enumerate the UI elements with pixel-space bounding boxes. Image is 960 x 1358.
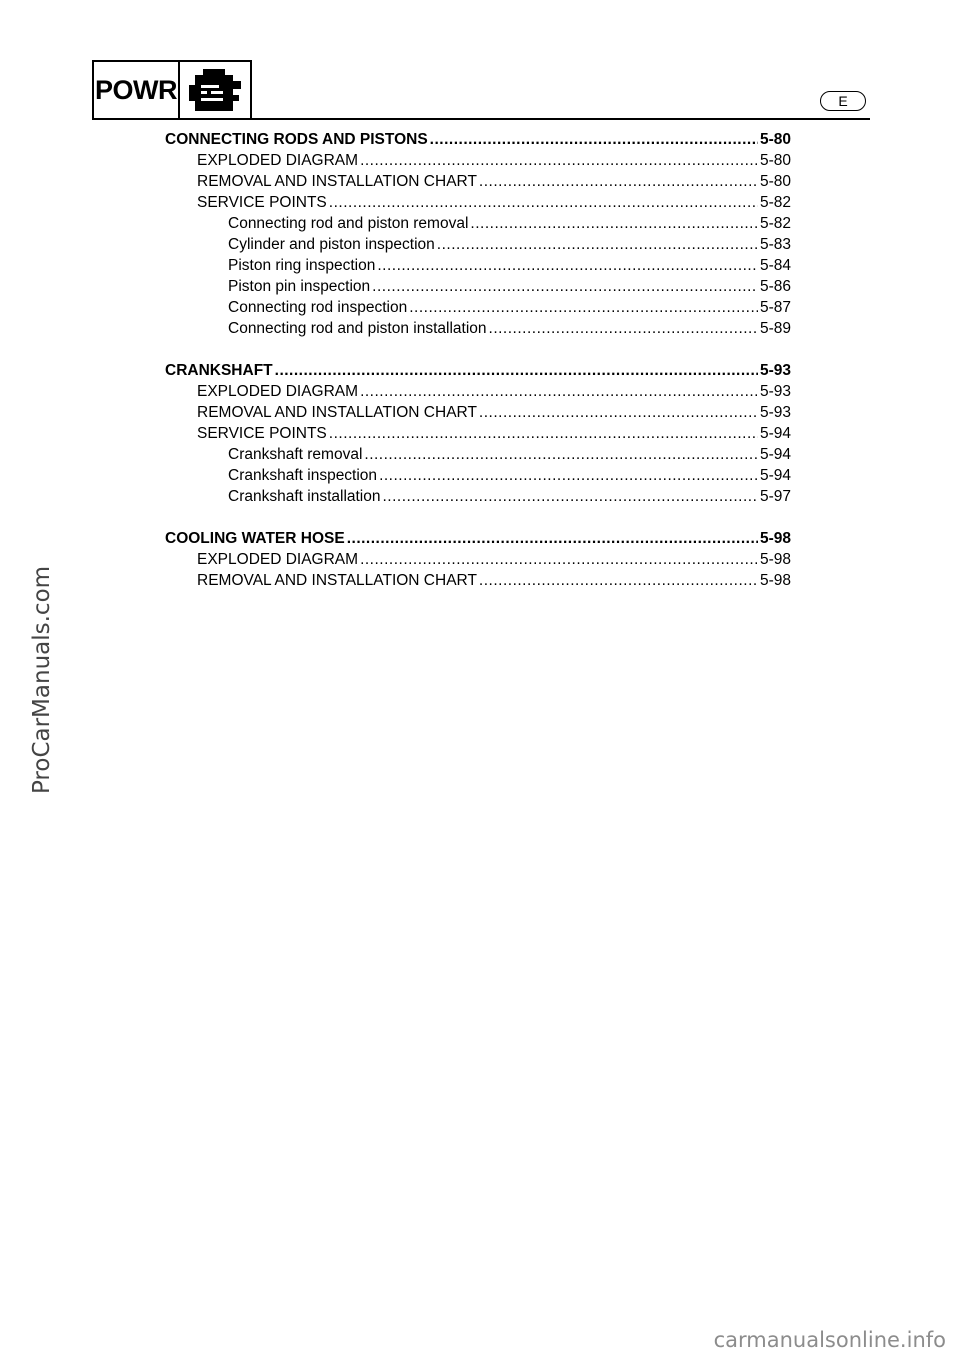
toc-entry-exploded-diagram[interactable]: EXPLODED DIAGRAM ..... 5-98 — [165, 551, 791, 572]
header-rule — [252, 118, 870, 120]
toc-entry-rod-piston-removal[interactable]: Connecting rod and piston removal ..... 5-82 — [165, 215, 791, 236]
toc-entry-cooling-water-hose[interactable]: COOLING WATER HOSE ..... 5-98 — [165, 530, 791, 551]
table-of-contents — [165, 131, 791, 614]
toc-entry-connecting-rods-and-pistons[interactable]: CONNECTING RODS AND PISTONS ..... 5-80 — [165, 131, 791, 152]
toc-entry-removal-installation-chart[interactable]: REMOVAL AND INSTALLATION CHART ..... 5-80 — [165, 173, 791, 194]
toc-section — [165, 530, 791, 593]
toc-entry-crankshaft-removal[interactable]: Crankshaft removal ..... 5-94 — [165, 446, 791, 467]
toc-entry-service-points[interactable]: SERVICE POINTS ..... 5-94 — [165, 425, 791, 446]
side-watermark: ProCarManuals.com — [29, 565, 55, 795]
toc-section — [165, 362, 791, 509]
toc-entry-piston-pin-inspection[interactable]: Piston pin inspection ..... 5-86 — [165, 278, 791, 299]
toc-entry-crankshaft-inspection[interactable]: Crankshaft inspection ..... 5-94 — [165, 467, 791, 488]
toc-entry-exploded-diagram[interactable]: EXPLODED DIAGRAM ..... 5-93 — [165, 383, 791, 404]
toc-entry-rod-piston-installation[interactable]: Connecting rod and piston installation ..... 5-89 — [165, 320, 791, 341]
chapter-badge — [92, 60, 252, 120]
toc-entry-crankshaft[interactable]: CRANKSHAFT ..... 5-93 — [165, 362, 791, 383]
toc-entry-removal-installation-chart[interactable]: REMOVAL AND INSTALLATION CHART ..... 5-93 — [165, 404, 791, 425]
footer-watermark: carmanualsonline.info — [713, 1328, 946, 1352]
toc-entry-crankshaft-installation[interactable]: Crankshaft installation ..... 5-97 — [165, 488, 791, 509]
chapter-code: POWR — [94, 62, 180, 118]
toc-entry-exploded-diagram[interactable]: EXPLODED DIAGRAM ..... 5-80 — [165, 152, 791, 173]
language-indicator: E — [820, 91, 866, 111]
toc-entry-removal-installation-chart[interactable]: REMOVAL AND INSTALLATION CHART ..... 5-98 — [165, 572, 791, 593]
toc-entry-cylinder-piston-inspection[interactable]: Cylinder and piston inspection ..... 5-83 — [165, 236, 791, 257]
toc-section — [165, 131, 791, 341]
toc-entry-connecting-rod-inspection[interactable]: Connecting rod inspection ..... 5-87 — [165, 299, 791, 320]
toc-entry-service-points[interactable]: SERVICE POINTS ..... 5-82 — [165, 194, 791, 215]
engine-block-icon — [180, 62, 250, 118]
toc-entry-piston-ring-inspection[interactable]: Piston ring inspection ..... 5-84 — [165, 257, 791, 278]
